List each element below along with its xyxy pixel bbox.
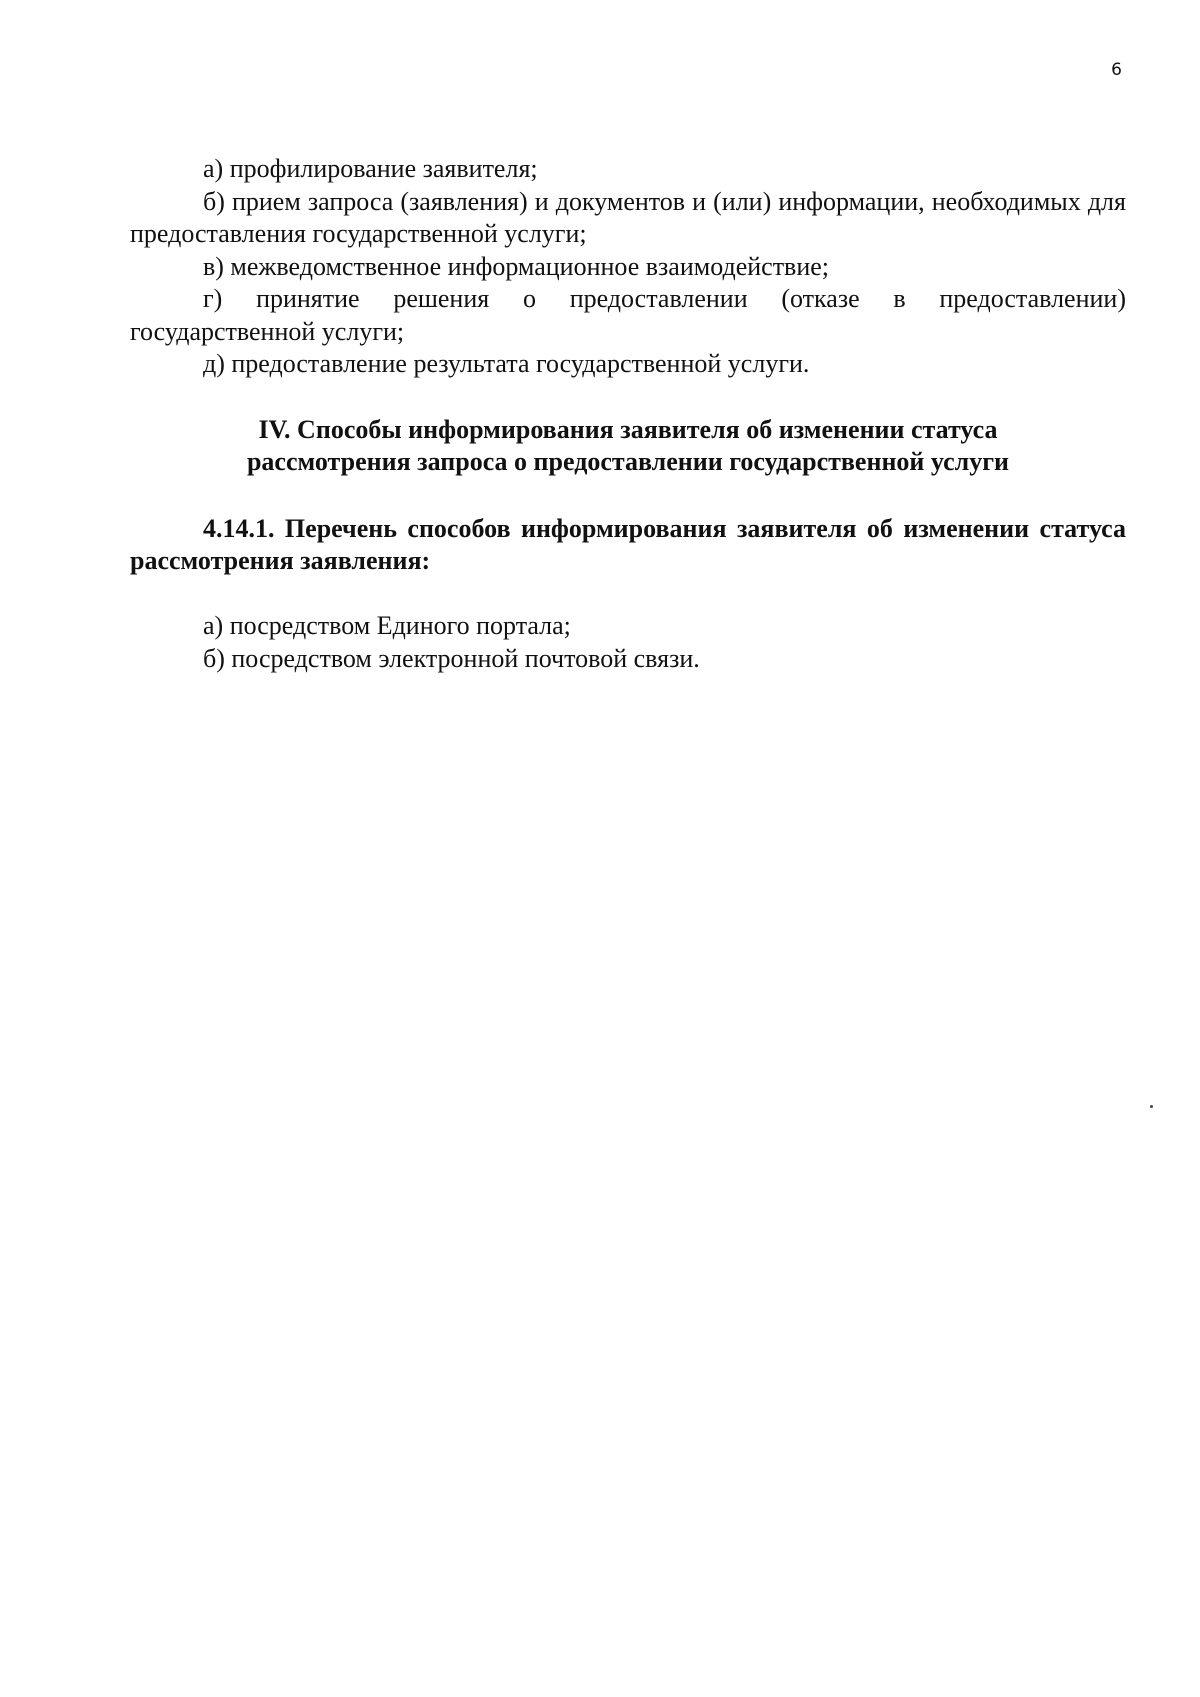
list-item: б) прием запроса (заявления) и документов и (или) информации, необходимых для предоставления государственной услуги; [130,186,1126,248]
notification-methods-list [130,610,1126,675]
section-heading-line: рассмотрения запроса о предоставлении государственной услуги [246,447,1010,476]
subsection-heading: 4.14.1. Перечень способов информирования заявителя об изменении статуса рассмотрения заявления: [130,514,1126,575]
section-heading-line: IV. Способы информирования заявителя об изменении статуса [258,415,998,444]
list-item: г) принятие решения о предоставлении (отказе в предоставлении) государственной услуги; [130,284,1126,346]
section-heading [130,414,1126,478]
list-item: д) предоставление результата государственной услуги. [203,349,810,378]
page-number: 6 [1111,60,1122,80]
procedure-steps-list [130,153,1126,381]
list-item: б) посредством электронной почтовой связи. [203,643,700,673]
list-item: а) профилирование заявителя; [203,154,538,183]
list-item: в) межведомственное информационное взаимодействие; [203,251,830,281]
list-item: а) посредством Единого портала; [203,611,571,640]
scan-speck [1150,1105,1153,1108]
